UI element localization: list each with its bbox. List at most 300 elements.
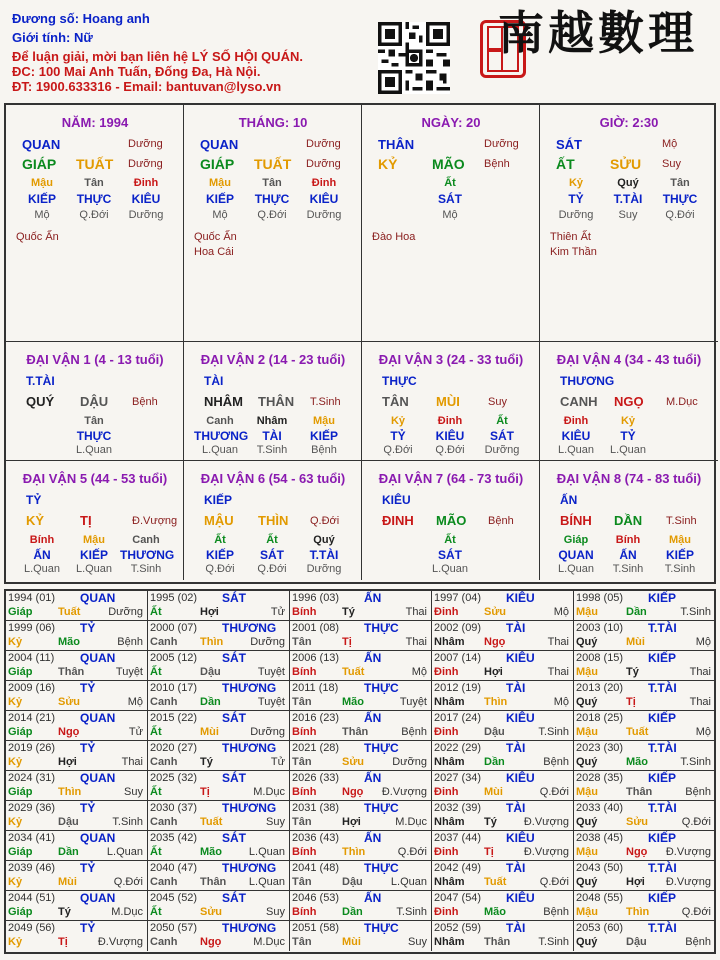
year-label: 2034 (41): [8, 832, 56, 844]
year-cell: [6, 651, 148, 681]
year-label: 2024 (31): [8, 772, 56, 784]
year-stem: Ất: [150, 666, 162, 678]
year-ten-god: TỶ: [80, 621, 96, 635]
year-ten-god: TỶ: [80, 801, 96, 815]
year-branch: Tị: [58, 936, 68, 948]
year-cell: [574, 831, 715, 861]
earthly-branch: NGỌ: [614, 394, 644, 409]
year-label: 2008 (15): [576, 652, 624, 664]
hidden-ten-god: TỶ: [620, 429, 636, 443]
year-state: Suy: [266, 906, 285, 918]
hidden-stem: Bính: [29, 534, 55, 546]
hidden-state: T.Sinh: [130, 563, 162, 575]
year-branch: Ngọ: [484, 636, 506, 648]
year-state: Mộ: [553, 696, 569, 708]
year-cell: [574, 861, 715, 891]
year-cell: [290, 771, 432, 801]
earthly-branch: SỬU: [610, 156, 642, 172]
year-branch: Thân: [626, 786, 653, 798]
year-ten-god: THƯƠNG: [222, 741, 277, 755]
brand-logo: 南越數理: [498, 6, 698, 60]
year-state: Suy: [124, 786, 143, 798]
year-label: 2045 (52): [150, 892, 198, 904]
year-stem: Kỷ: [8, 876, 23, 888]
star-name: Quốc Ấn: [194, 231, 237, 243]
year-branch: Tý: [342, 606, 355, 618]
year-cell: [6, 741, 148, 771]
year-stem: Mậu: [576, 906, 598, 918]
branch-state: Suy: [662, 158, 681, 170]
year-stem: Đinh: [434, 666, 459, 678]
year-branch: Ngọ: [342, 786, 364, 798]
pillar-title: THÁNG: 10: [238, 115, 308, 130]
year-ten-god: TÀI: [506, 621, 526, 635]
year-branch: Thân: [200, 876, 227, 888]
year-ten-god: T.TÀI: [648, 861, 677, 875]
qr-code-icon: [378, 22, 450, 94]
earthly-branch: MÃO: [436, 513, 467, 528]
year-ten-god: KIÊU: [506, 651, 535, 665]
year-label: 2022 (29): [434, 742, 482, 754]
hidden-ten-god: TÀI: [262, 429, 282, 443]
year-stem: Giáp: [8, 606, 33, 618]
hidden-state: T.Sinh: [256, 444, 288, 456]
hidden-stem: Tân: [84, 415, 104, 427]
hidden-stem: Đinh: [311, 177, 337, 189]
year-cell: [148, 801, 290, 831]
heavenly-stem: KỶ: [378, 156, 398, 172]
hidden-stem: Đinh: [563, 415, 589, 427]
year-branch: Tuất: [200, 816, 223, 828]
hidden-stem: Mậu: [313, 415, 335, 427]
year-ten-god: THỰC: [364, 921, 399, 935]
heavenly-stem: BÍNH: [560, 513, 592, 528]
year-branch: Mão: [200, 846, 222, 858]
hidden-stem: Canh: [132, 534, 160, 546]
hidden-state: L.Quan: [75, 444, 113, 456]
year-ten-god: QUAN: [80, 771, 116, 785]
year-branch: Mùi: [626, 636, 645, 648]
year-ten-god: QUAN: [80, 831, 116, 845]
year-label: 2006 (13): [292, 652, 340, 664]
year-label: 2002 (09): [434, 622, 482, 634]
year-label: 1994 (01): [8, 592, 56, 604]
year-branch: Dậu: [200, 666, 221, 678]
hidden-state: Dưỡng: [306, 209, 342, 221]
year-state: Thai: [547, 666, 569, 678]
year-cell: [290, 801, 432, 831]
year-ten-god: SÁT: [222, 711, 246, 725]
address: ĐC: 100 Mai Anh Tuấn, Đống Đa, Hà Nội.: [12, 64, 261, 79]
year-label: 2041 (48): [292, 862, 340, 874]
hidden-ten-god: SÁT: [438, 192, 462, 206]
header: [0, 0, 720, 100]
branch-state: Đ.Vượng: [132, 515, 178, 527]
year-label: 2046 (53): [292, 892, 340, 904]
dai-van-title: ĐẠI VẬN 2 (14 - 23 tuổi): [200, 352, 346, 367]
year-state: L.Quan: [248, 876, 285, 888]
year-cell: [148, 921, 290, 951]
year-ten-god: THƯƠNG: [222, 681, 277, 695]
year-cell: [6, 771, 148, 801]
year-state: Bệnh: [543, 756, 569, 768]
year-ten-god: TÀI: [506, 681, 526, 695]
year-stem: Nhâm: [434, 816, 465, 828]
dai-van-title: ĐẠI VẬN 6 (54 - 63 tuổi): [200, 471, 346, 486]
year-stem: Bính: [292, 606, 317, 618]
star-name: Thiên Ất: [550, 231, 591, 243]
year-cell: [6, 621, 148, 651]
year-label: 2012 (19): [434, 682, 482, 694]
year-branch: Sửu: [626, 816, 649, 828]
hidden-state: Dưỡng: [484, 444, 520, 456]
year-label: 2044 (51): [8, 892, 56, 904]
year-label: 2038 (45): [576, 832, 624, 844]
year-label: 2021 (28): [292, 742, 340, 754]
year-stem: Ất: [150, 846, 162, 858]
year-stem: Tân: [292, 756, 312, 768]
year-branch: Mão: [484, 906, 506, 918]
year-ten-god: TỶ: [80, 861, 96, 875]
year-state: Mộ: [695, 636, 711, 648]
year-branch: Hợi: [342, 816, 361, 828]
year-label: 2051 (58): [292, 922, 340, 934]
year-branch: Tị: [626, 696, 636, 708]
year-cell: [6, 711, 148, 741]
hidden-state: Q.Đới: [665, 209, 695, 221]
year-branch: Dần: [58, 846, 79, 858]
year-branch: Ngọ: [626, 846, 648, 858]
year-label: 2019 (26): [8, 742, 56, 754]
heavenly-stem: QUÝ: [26, 394, 55, 409]
year-ten-god: TỶ: [80, 741, 96, 755]
year-state: L.Quan: [106, 846, 143, 858]
year-branch: Tị: [342, 636, 352, 648]
year-branch: Mão: [626, 756, 648, 768]
hidden-stem: Kỷ: [568, 177, 584, 189]
year-state: Suy: [408, 936, 427, 948]
year-label: 2048 (55): [576, 892, 624, 904]
hidden-state: Q.Đới: [205, 563, 235, 575]
year-label: 2001 (08): [292, 622, 340, 634]
year-branch: Thìn: [484, 696, 508, 708]
earthly-branch: TUẤT: [254, 156, 292, 172]
year-branch: Tý: [484, 816, 497, 828]
year-cell: [432, 651, 574, 681]
year-ten-god: SÁT: [222, 831, 246, 845]
year-label: 1996 (03): [292, 592, 340, 604]
year-state: Bệnh: [685, 936, 711, 948]
dai-van-title: ĐẠI VẬN 8 (74 - 83 tuổi): [556, 471, 702, 486]
year-stem: Bính: [292, 666, 317, 678]
year-state: Mộ: [695, 726, 711, 738]
pillar-title: NGÀY: 20: [421, 115, 481, 130]
year-stem: Mậu: [576, 726, 598, 738]
year-state: Thai: [689, 696, 711, 708]
year-stem: Kỷ: [8, 636, 23, 648]
pillar-cell: [6, 105, 184, 342]
year-branch: Tý: [58, 906, 71, 918]
year-state: Q.Đới: [681, 906, 711, 918]
year-label: 2003 (10): [576, 622, 624, 634]
year-stem: Nhâm: [434, 876, 465, 888]
hidden-stem: Kỷ: [620, 415, 636, 427]
year-stem: Quý: [576, 816, 598, 828]
earthly-branch: TUẤT: [76, 156, 114, 172]
pillar-stem-state: Dưỡng: [306, 138, 341, 150]
year-label: 2036 (43): [292, 832, 340, 844]
hidden-stem: Ất: [444, 177, 456, 189]
year-stem: Nhâm: [434, 756, 465, 768]
year-ten-god: THƯƠNG: [222, 861, 277, 875]
year-ten-god: T.TÀI: [648, 621, 677, 635]
dai-van-title: ĐẠI VẬN 3 (24 - 33 tuổi): [378, 352, 524, 367]
year-state: Mộ: [553, 606, 569, 618]
hidden-state: Q.Đới: [435, 444, 465, 456]
year-ten-god: SÁT: [222, 591, 246, 605]
dai-van-ten-god: TÀI: [204, 374, 224, 388]
year-state: Thai: [689, 666, 711, 678]
dai-van-cell: [6, 461, 184, 580]
year-cell: [6, 861, 148, 891]
pillar-title: NĂM: 1994: [61, 115, 129, 130]
year-state: L.Quan: [390, 876, 427, 888]
hidden-state: Mộ: [34, 209, 50, 221]
year-ten-god: QUAN: [80, 711, 116, 725]
year-label: 2040 (47): [150, 862, 198, 874]
year-state: Đ.Vượng: [97, 936, 143, 948]
year-cell: [432, 741, 574, 771]
year-ten-god: ẤN: [364, 771, 382, 785]
hidden-state: L.Quan: [431, 563, 469, 575]
year-label: 2043 (50): [576, 862, 624, 874]
hidden-state: T.Sinh: [664, 563, 696, 575]
year-cell: [6, 921, 148, 951]
heavenly-stem: KỶ: [26, 513, 45, 528]
year-branch: Dần: [200, 696, 221, 708]
year-state: Bệnh: [117, 636, 143, 648]
hidden-state: Q.Đới: [383, 444, 413, 456]
hidden-stem: Quý: [617, 177, 639, 189]
year-branch: Hợi: [484, 666, 503, 678]
year-ten-god: THỰC: [364, 861, 399, 875]
year-cell: [6, 801, 148, 831]
year-branch: Sửu: [484, 606, 507, 618]
year-label: 2039 (46): [8, 862, 56, 874]
year-stem: Giáp: [8, 846, 33, 858]
year-label: 2007 (14): [434, 652, 482, 664]
pillar-ten-god: QUAN: [200, 137, 239, 152]
year-label: 2042 (49): [434, 862, 482, 874]
hidden-ten-god: KIÊU: [435, 429, 465, 443]
year-branch: Thìn: [200, 636, 224, 648]
year-cell: [290, 891, 432, 921]
hidden-state: L.Quan: [75, 563, 113, 575]
year-ten-god: TÀI: [506, 861, 526, 875]
year-ten-god: QUAN: [80, 591, 116, 605]
year-cell: [432, 711, 574, 741]
year-stem: Kỷ: [8, 756, 23, 768]
year-stem: Bính: [292, 726, 317, 738]
year-stem: Canh: [150, 936, 178, 948]
hidden-ten-god: T.TÀI: [613, 192, 643, 206]
hidden-stem: Tân: [84, 177, 104, 189]
hidden-stem: Nhâm: [256, 415, 288, 427]
year-label: 2010 (17): [150, 682, 198, 694]
year-label: 2029 (36): [8, 802, 56, 814]
year-branch: Thân: [484, 936, 511, 948]
year-stem: Canh: [150, 696, 178, 708]
branch-state: Dưỡng: [306, 158, 341, 170]
year-state: Tuyệt: [115, 666, 143, 678]
year-cell: [148, 771, 290, 801]
year-branch: Hợi: [200, 606, 219, 618]
year-branch: Ngọ: [200, 936, 222, 948]
pillar-stem-state: Mộ: [662, 138, 678, 150]
dai-van-title: ĐẠI VẬN 1 (4 - 13 tuổi): [26, 352, 164, 367]
year-ten-god: THỰC: [364, 621, 399, 635]
year-branch: Sửu: [200, 906, 223, 918]
year-cell: [290, 861, 432, 891]
hidden-stem: Mậu: [83, 534, 105, 546]
year-ten-god: QUAN: [80, 651, 116, 665]
year-state: Suy: [266, 816, 285, 828]
hidden-state: Dưỡng: [306, 563, 342, 575]
year-ten-god: ẤN: [364, 591, 382, 605]
year-cell: [290, 831, 432, 861]
year-ten-god: KIẾP: [648, 891, 677, 905]
year-branch: Dậu: [626, 936, 647, 948]
earthly-branch: TỊ: [80, 513, 92, 528]
year-stem: Tân: [292, 876, 312, 888]
year-state: Đ.Vượng: [523, 846, 569, 858]
year-state: Thai: [121, 756, 143, 768]
year-stem: Đinh: [434, 606, 459, 618]
hidden-ten-god: ẤN: [33, 548, 51, 562]
year-ten-god: TỶ: [80, 921, 96, 935]
year-cell: [148, 681, 290, 711]
hidden-stem: Giáp: [563, 534, 589, 546]
year-stem: Đinh: [434, 726, 459, 738]
year-cell: [148, 891, 290, 921]
annual-luck-table: [4, 589, 716, 954]
year-state: T.Sinh: [396, 906, 427, 918]
year-label: 2004 (11): [8, 652, 55, 664]
star-name: Quốc Ấn: [16, 231, 59, 243]
year-branch: Dần: [484, 756, 505, 768]
hidden-stem: Ất: [496, 415, 508, 427]
star-name: Kim Thần: [550, 246, 597, 258]
year-state: Đ.Vượng: [523, 816, 569, 828]
year-ten-god: KIẾP: [648, 831, 677, 845]
year-cell: [574, 801, 715, 831]
year-branch: Mùi: [200, 726, 219, 738]
year-state: Thai: [405, 636, 427, 648]
year-branch: Thìn: [342, 846, 366, 858]
dai-van-ten-god: THƯƠNG: [560, 374, 615, 388]
year-branch: Tị: [484, 846, 494, 858]
year-branch: Thân: [58, 666, 85, 678]
year-stem: Bính: [292, 786, 317, 798]
hidden-state: L.Quan: [201, 444, 239, 456]
year-ten-god: THỰC: [364, 681, 399, 695]
dai-van-cell: [540, 461, 718, 580]
pillar-stem-state: Dưỡng: [484, 138, 519, 150]
gender: Giới tính: Nữ: [12, 30, 93, 45]
year-state: Đ.Vượng: [665, 876, 711, 888]
year-ten-god: TÀI: [506, 741, 526, 755]
hidden-stem: Ất: [266, 534, 278, 546]
year-stem: Nhâm: [434, 936, 465, 948]
year-state: Tuyệt: [257, 666, 285, 678]
year-label: 1999 (06): [8, 622, 56, 634]
year-label: 2049 (56): [8, 922, 56, 934]
year-state: Tuyệt: [399, 696, 427, 708]
year-stem: Bính: [292, 906, 317, 918]
hidden-state: Dưỡng: [128, 209, 164, 221]
year-label: 2053 (60): [576, 922, 624, 934]
year-state: Dưỡng: [250, 726, 285, 738]
year-state: Tử: [270, 756, 285, 768]
hidden-ten-god: KIẾP: [205, 548, 234, 562]
year-label: 2013 (20): [576, 682, 624, 694]
year-state: Dưỡng: [108, 606, 143, 618]
year-branch: Ngọ: [58, 726, 80, 738]
dai-van-cell: [184, 342, 362, 461]
year-ten-god: KIÊU: [506, 891, 535, 905]
earthly-branch: THÂN: [258, 394, 295, 409]
year-ten-god: ẤN: [364, 651, 382, 665]
year-stem: Đinh: [434, 846, 459, 858]
hidden-state: L.Quan: [557, 444, 595, 456]
earthly-branch: MÙI: [436, 394, 460, 409]
year-stem: Kỷ: [8, 816, 23, 828]
year-cell: [574, 891, 715, 921]
year-branch: Hợi: [626, 876, 645, 888]
dai-van-title: ĐẠI VẬN 7 (64 - 73 tuổi): [378, 471, 524, 486]
pillar-ten-god: QUAN: [22, 137, 61, 152]
pillar-ten-god: SÁT: [556, 137, 582, 152]
year-cell: [574, 921, 715, 951]
hidden-ten-god: THƯƠNG: [194, 429, 249, 443]
hidden-state: L.Quan: [23, 563, 61, 575]
year-cell: [290, 681, 432, 711]
year-ten-god: T.TÀI: [648, 681, 677, 695]
year-branch: Tị: [200, 786, 210, 798]
hidden-stem: Mậu: [669, 534, 691, 546]
year-stem: Quý: [576, 756, 598, 768]
year-state: Bệnh: [543, 906, 569, 918]
year-ten-god: T.TÀI: [648, 801, 677, 815]
year-label: 2035 (42): [150, 832, 198, 844]
year-state: T.Sinh: [538, 726, 569, 738]
dai-van-ten-god: KIÊU: [382, 493, 411, 507]
year-cell: [148, 621, 290, 651]
year-label: 2025 (32): [150, 772, 198, 784]
year-ten-god: QUAN: [80, 891, 116, 905]
year-cell: [432, 861, 574, 891]
year-cell: [574, 681, 715, 711]
year-cell: [574, 651, 715, 681]
hidden-state: L.Quan: [557, 563, 595, 575]
hidden-ten-god: KIẾP: [27, 192, 56, 206]
branch-state: M.Dục: [666, 396, 698, 408]
year-stem: Mậu: [576, 846, 598, 858]
branch-state: Bệnh: [484, 158, 510, 170]
year-branch: Dậu: [58, 816, 79, 828]
year-cell: [6, 831, 148, 861]
year-stem: Tân: [292, 816, 312, 828]
